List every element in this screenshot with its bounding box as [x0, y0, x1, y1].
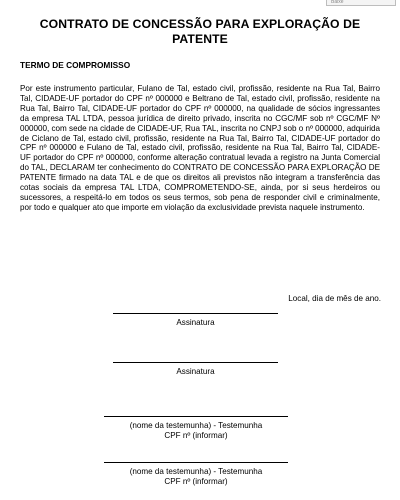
witness-name: (nome da testemunha) - Testemunha [129, 467, 263, 476]
witness-block [104, 421, 288, 441]
signature-label: Assinatura [176, 367, 215, 376]
witness-cpf: CPF nº (informar) [164, 477, 228, 486]
signature-line [113, 313, 278, 314]
witness-signature-line [104, 416, 288, 417]
witness-cpf: CPF nº (informar) [164, 431, 228, 440]
signature-label: Assinatura [176, 318, 215, 327]
witness-block [104, 467, 288, 487]
section-heading: TERMO DE COMPROMISSO [20, 60, 131, 70]
document-title: CONTRATO DE CONCESSÃO PARA EXPLORAÇÃO DE PATENTE [39, 17, 361, 46]
body-paragraph: Por este instrumento particular, Fulano de Tal, estado civil, profissão, residente na Rua Tal, Bairro Tal, CIDADE-UF portador do CPF nº 000000 e Beltrano de Tal, estado civil, profissão, residente na Rua Tal, Bairro Tal, CIDADE-UF portador do CPF nº 000000, na qualidade de sócios ingressantes da empresa TAL LTDA, pessoa jurídica de direito privado, inscrita no CGC/MF sob nº CGC/MF Nº 000000, com sede na cidade de CIDADE-UF, Rua TAL, inscrita no CNPJ sob o nº 000000, adquirida de Ciclano de Tal, estado civil, profissão, residente na Rua Tal, Bairro Tal, CIDADE-UF portador do CPF nº 000000 e Fulano de Tal, estado civil, profissão, residente na Rua Tal, Bairro Tal, CIDADE-UF portador do CPF nº 000000, conforme alteração contratual levada a registro na Junta Comercial do TAL, DECLARAM ter conhecimento do CONTRATO DE CONCESSÃO PARA EXPLORAÇÃO DE PATENTE firmado na data TAL e de que os direitos ali previstos não integram a transferência das cotas sociais da empresa TAL LTDA, COMPROMETENDO-SE, ainda, por si seus herdeiros ou sucessores, a respeitá-lo em todos os seus termos, sob pena de responder civil e criminalmente, por todo e qualquer ato que importe em violação da exclusividade prevista naquele instrumento. [20, 84, 380, 212]
place-date: Local, dia de mês de ano. [288, 294, 381, 303]
witness-name: (nome da testemunha) - Testemunha [129, 421, 263, 430]
signature-line [113, 362, 278, 363]
corner-tab[interactable]: Baixe [326, 0, 396, 6]
witness-signature-line [104, 462, 288, 463]
